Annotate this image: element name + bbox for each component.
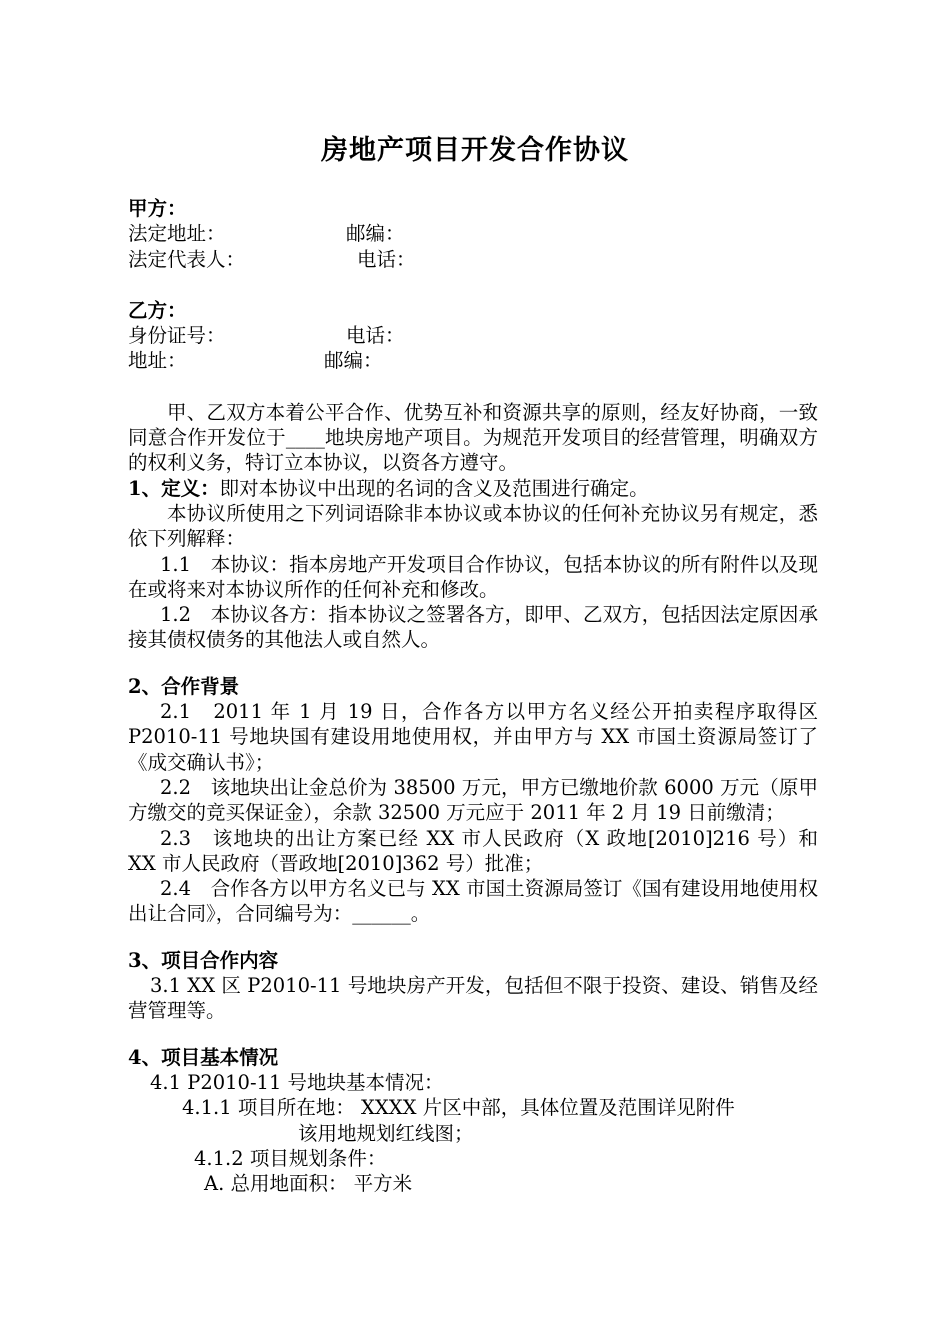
- section-1-heading: 1、定义：: [128, 476, 220, 500]
- preamble-paragraph: 甲、乙双方本着公平合作、优势互补和资源共享的原则，经友好协商，一致同意合作开发位于____地块房地产项目。为规范开发项目的经营管理，明确双方的权利义务，特订立本协议，以资各方遵守。: [128, 400, 818, 475]
- party-b-phone-label: 电话：: [346, 324, 405, 348]
- party-a-rep-label: 法定代表人：: [128, 247, 246, 271]
- section-2-item-2-3: 2.3 该地块的出让方案已经 XX 市人民政府（X 政地[2010]216 号）和 XX 市人民政府（晋政地[2010]362 号）批准；: [128, 826, 818, 875]
- section-4-item-a: A. 总用地面积： 平方米: [204, 1172, 413, 1196]
- party-a-phone-label: 电话：: [357, 247, 416, 271]
- section-4-heading: 4、项目基本情况: [128, 1045, 279, 1069]
- party-b-address-row: [128, 348, 818, 373]
- section-2-item-2-4: 2.4 合作各方以甲方名义已与 XX 市国土资源局签订《国有建设用地使用权出让合同》，合同编号为：______。: [128, 877, 818, 926]
- section-3-heading: 3、项目合作内容: [128, 948, 279, 972]
- document-body: [128, 196, 818, 1196]
- section-1-heading-text: 即对本协议中出现的名词的含义及范围进行确定。: [219, 476, 649, 500]
- party-a-postcode-label: 邮编：: [346, 222, 405, 246]
- party-b-id-label: 身份证号：: [128, 324, 226, 348]
- party-a-label: 甲方：: [128, 197, 187, 220]
- section-4-item-4-1-1-cont: 该用地规划红线图；: [298, 1121, 474, 1145]
- party-a-address-label: 法定地址：: [128, 222, 226, 246]
- section-1-item-1-1: 1.1 本协议：指本房地产开发项目合作协议，包括本协议的所有附件以及现在或将来对本协议所作的任何补充和修改。: [128, 552, 818, 601]
- section-2-item-2-1: 2.1 2011 年 1 月 19 日，合作各方以甲方名义经公开拍卖程序取得区 P2010-11 号地块国有建设用地使用权，并由甲方与 XX 市国土资源局签订了《成交确认书》；: [128, 700, 818, 774]
- section-4-item-4-1: 4.1 P2010-11 号地块基本情况：: [150, 1070, 444, 1094]
- section-1-heading-row: [128, 476, 818, 501]
- section-3-item-3-1: 3.1 XX 区 P2010-11 号地块房产开发，包括但不限于投资、建设、销售及经营管理等。: [128, 974, 818, 1023]
- section-4-item-4-1-2: 4.1.2 项目规划条件：: [194, 1146, 387, 1170]
- party-b-postcode-label: 邮编：: [324, 349, 383, 373]
- party-b-label: 乙方：: [128, 298, 187, 322]
- section-1-intro: 本协议所使用之下列词语除非本协议或本协议的任何补充协议另有规定，悉依下列解释：: [128, 501, 818, 551]
- section-1-item-1-2: 1.2 本协议各方：指本协议之签署各方，即甲、乙双方，包括因法定原因承接其债权债务的其他法人或自然人。: [128, 603, 818, 652]
- section-2-heading: 2、合作背景: [128, 674, 240, 698]
- party-b-address-label: 地址：: [128, 349, 187, 373]
- party-a-rep-row: [128, 247, 818, 272]
- party-a-address-row: [128, 221, 818, 246]
- party-b-id-row: [128, 323, 818, 348]
- section-2-item-2-2: 2.2 该地块出让金总价为 38500 万元，甲方已缴地价款 6000 万元（原甲方缴交的竞买保证金），余款 32500 万元应于 2011 年 2 月 19 日前缴清；: [128, 775, 818, 825]
- page-title: 房地产项目开发合作协议: [321, 135, 629, 166]
- section-4-item-4-1-1: 4.1.1 项目所在地： XXXX 片区中部，具体位置及范围详见附件: [182, 1096, 735, 1120]
